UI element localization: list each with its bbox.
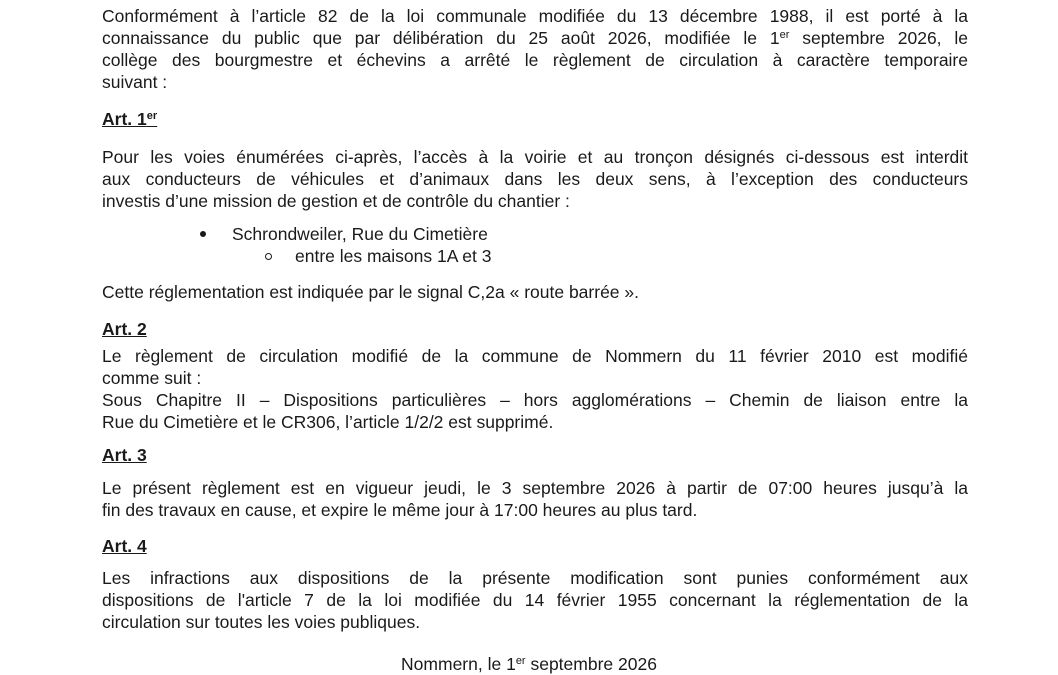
art4-line: dispositions de l'article 7 de la loi modifiée du 14 février 1955 concernant la réglementation de la [102, 590, 968, 610]
superscript: er [515, 655, 526, 667]
art2-line: Le règlement de circulation modifié de la commune de Nommern du 11 février 2010 est modifié [102, 346, 968, 366]
art4-line: circulation sur toutes les voies publiques. [102, 612, 421, 632]
intro-line: Conformément à l’article 82 de la loi communale modifiée du 13 décembre 1988, il est porté à la [102, 6, 968, 26]
art1-signal-line: Cette réglementation est indiquée par le signal C,2a « route barrée ». [102, 282, 639, 302]
place-and-date [0, 653, 1058, 675]
art1-heading-text: Art. 1 [102, 109, 147, 129]
intro-line-text: septembre 2026, le [789, 28, 968, 48]
art1-heading [102, 108, 157, 130]
art1-line: Pour les voies énumérées ci-après, l’accès à la voirie et au tronçon désignés ci-dessous est interdit [102, 147, 968, 167]
art2-paragraph [102, 345, 968, 433]
art1-line: aux conducteurs de véhicules et d’animaux dans les deux sens, à l’exception des conducteurs [102, 169, 968, 189]
place-date-text: Nommern, le 1 [401, 654, 516, 674]
art4-heading: Art. 4 [102, 536, 147, 556]
art2-heading: Art. 2 [102, 319, 147, 339]
superscript: er [146, 110, 158, 122]
art3-line: Le présent règlement est en vigueur jeudi, le 3 septembre 2026 à partir de 07:00 heures jusqu’à la [102, 478, 968, 498]
art1-paragraph [102, 146, 968, 212]
art1-line: investis d’une mission de gestion et de contrôle du chantier : [102, 191, 570, 211]
place-date-text: septembre 2026 [525, 654, 657, 674]
intro-line: collège des bourgmestre et échevins a arrêté le règlement de circulation à caractère temporaire [102, 50, 968, 70]
art2-line: comme suit : [102, 368, 202, 388]
circle-bullet-icon [265, 253, 272, 260]
art4-paragraph [102, 567, 968, 633]
bullet-dot-icon [200, 231, 206, 237]
art2-line: Rue du Cimetière et le CR306, l’article 1/2/2 est supprimé. [102, 412, 554, 432]
intro-paragraph [102, 5, 968, 93]
art3-line: fin des travaux en cause, et expire le même jour à 17:00 heures au plus tard. [102, 500, 698, 520]
art3-heading: Art. 3 [102, 445, 147, 465]
art2-line: Sous Chapitre II – Dispositions particulières – hors agglomérations – Chemin de liaison entre la [102, 390, 968, 410]
art1-sub-bullet: entre les maisons 1A et 3 [295, 246, 492, 266]
art1-bullet: Schrondweiler, Rue du Cimetière [232, 224, 488, 244]
superscript: er [779, 29, 790, 41]
intro-line [102, 27, 968, 49]
intro-line-text: connaissance du public que par délibération du 25 août 2026, modifiée le 1 [102, 28, 780, 48]
art4-line: Les infractions aux dispositions de la présente modification sont punies conformément aux [102, 568, 968, 588]
art3-paragraph [102, 477, 968, 521]
art1-signal-paragraph [102, 281, 968, 303]
intro-line: suivant : [102, 72, 168, 92]
